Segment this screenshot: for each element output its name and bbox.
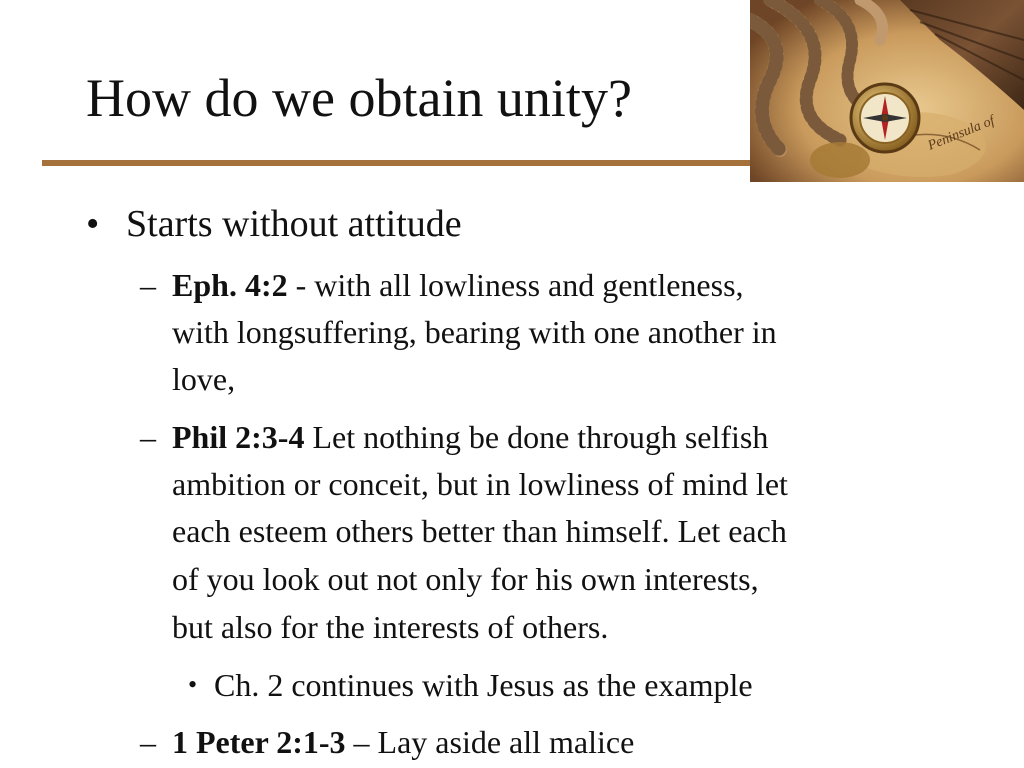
item-text: love,	[172, 361, 236, 397]
item-text: but also for the interests of others.	[172, 609, 609, 645]
item-text: each esteem others better than himself. Let each	[172, 513, 787, 549]
dash-icon: –	[140, 267, 156, 303]
map-lettering: Peninsula of	[925, 113, 997, 154]
dash-icon: –	[140, 724, 156, 760]
dash-icon: –	[140, 419, 156, 455]
scripture-ref: Phil 2:3-4	[172, 419, 305, 455]
bullet-main-text: Starts without attitude	[126, 203, 462, 245]
list-item	[172, 413, 768, 461]
item-text: – Lay aside all malice	[345, 724, 635, 760]
item-text: - with all lowliness and gentleness,	[287, 267, 744, 303]
item-text: Let nothing be done through selfish	[304, 419, 769, 455]
scripture-ref: Eph. 4:2	[172, 267, 288, 303]
scripture-ref: 1 Peter 2:1-3	[172, 724, 346, 760]
list-item	[172, 718, 634, 766]
slide-title: How do we obtain unity?	[86, 68, 632, 128]
list-item	[172, 261, 744, 309]
sub-bullet-text: Ch. 2 continues with Jesus as the example	[214, 667, 753, 703]
bullet-icon: •	[86, 203, 100, 245]
item-text: of you look out not only for his own interests,	[172, 561, 759, 597]
item-text: with longsuffering, bearing with one another in	[172, 314, 777, 350]
sub-bullet-icon: •	[188, 670, 198, 699]
title-divider	[42, 160, 762, 166]
item-text: ambition or conceit, but in lowliness of mind let	[172, 466, 788, 502]
compass-rope-map-icon	[750, 0, 1024, 182]
